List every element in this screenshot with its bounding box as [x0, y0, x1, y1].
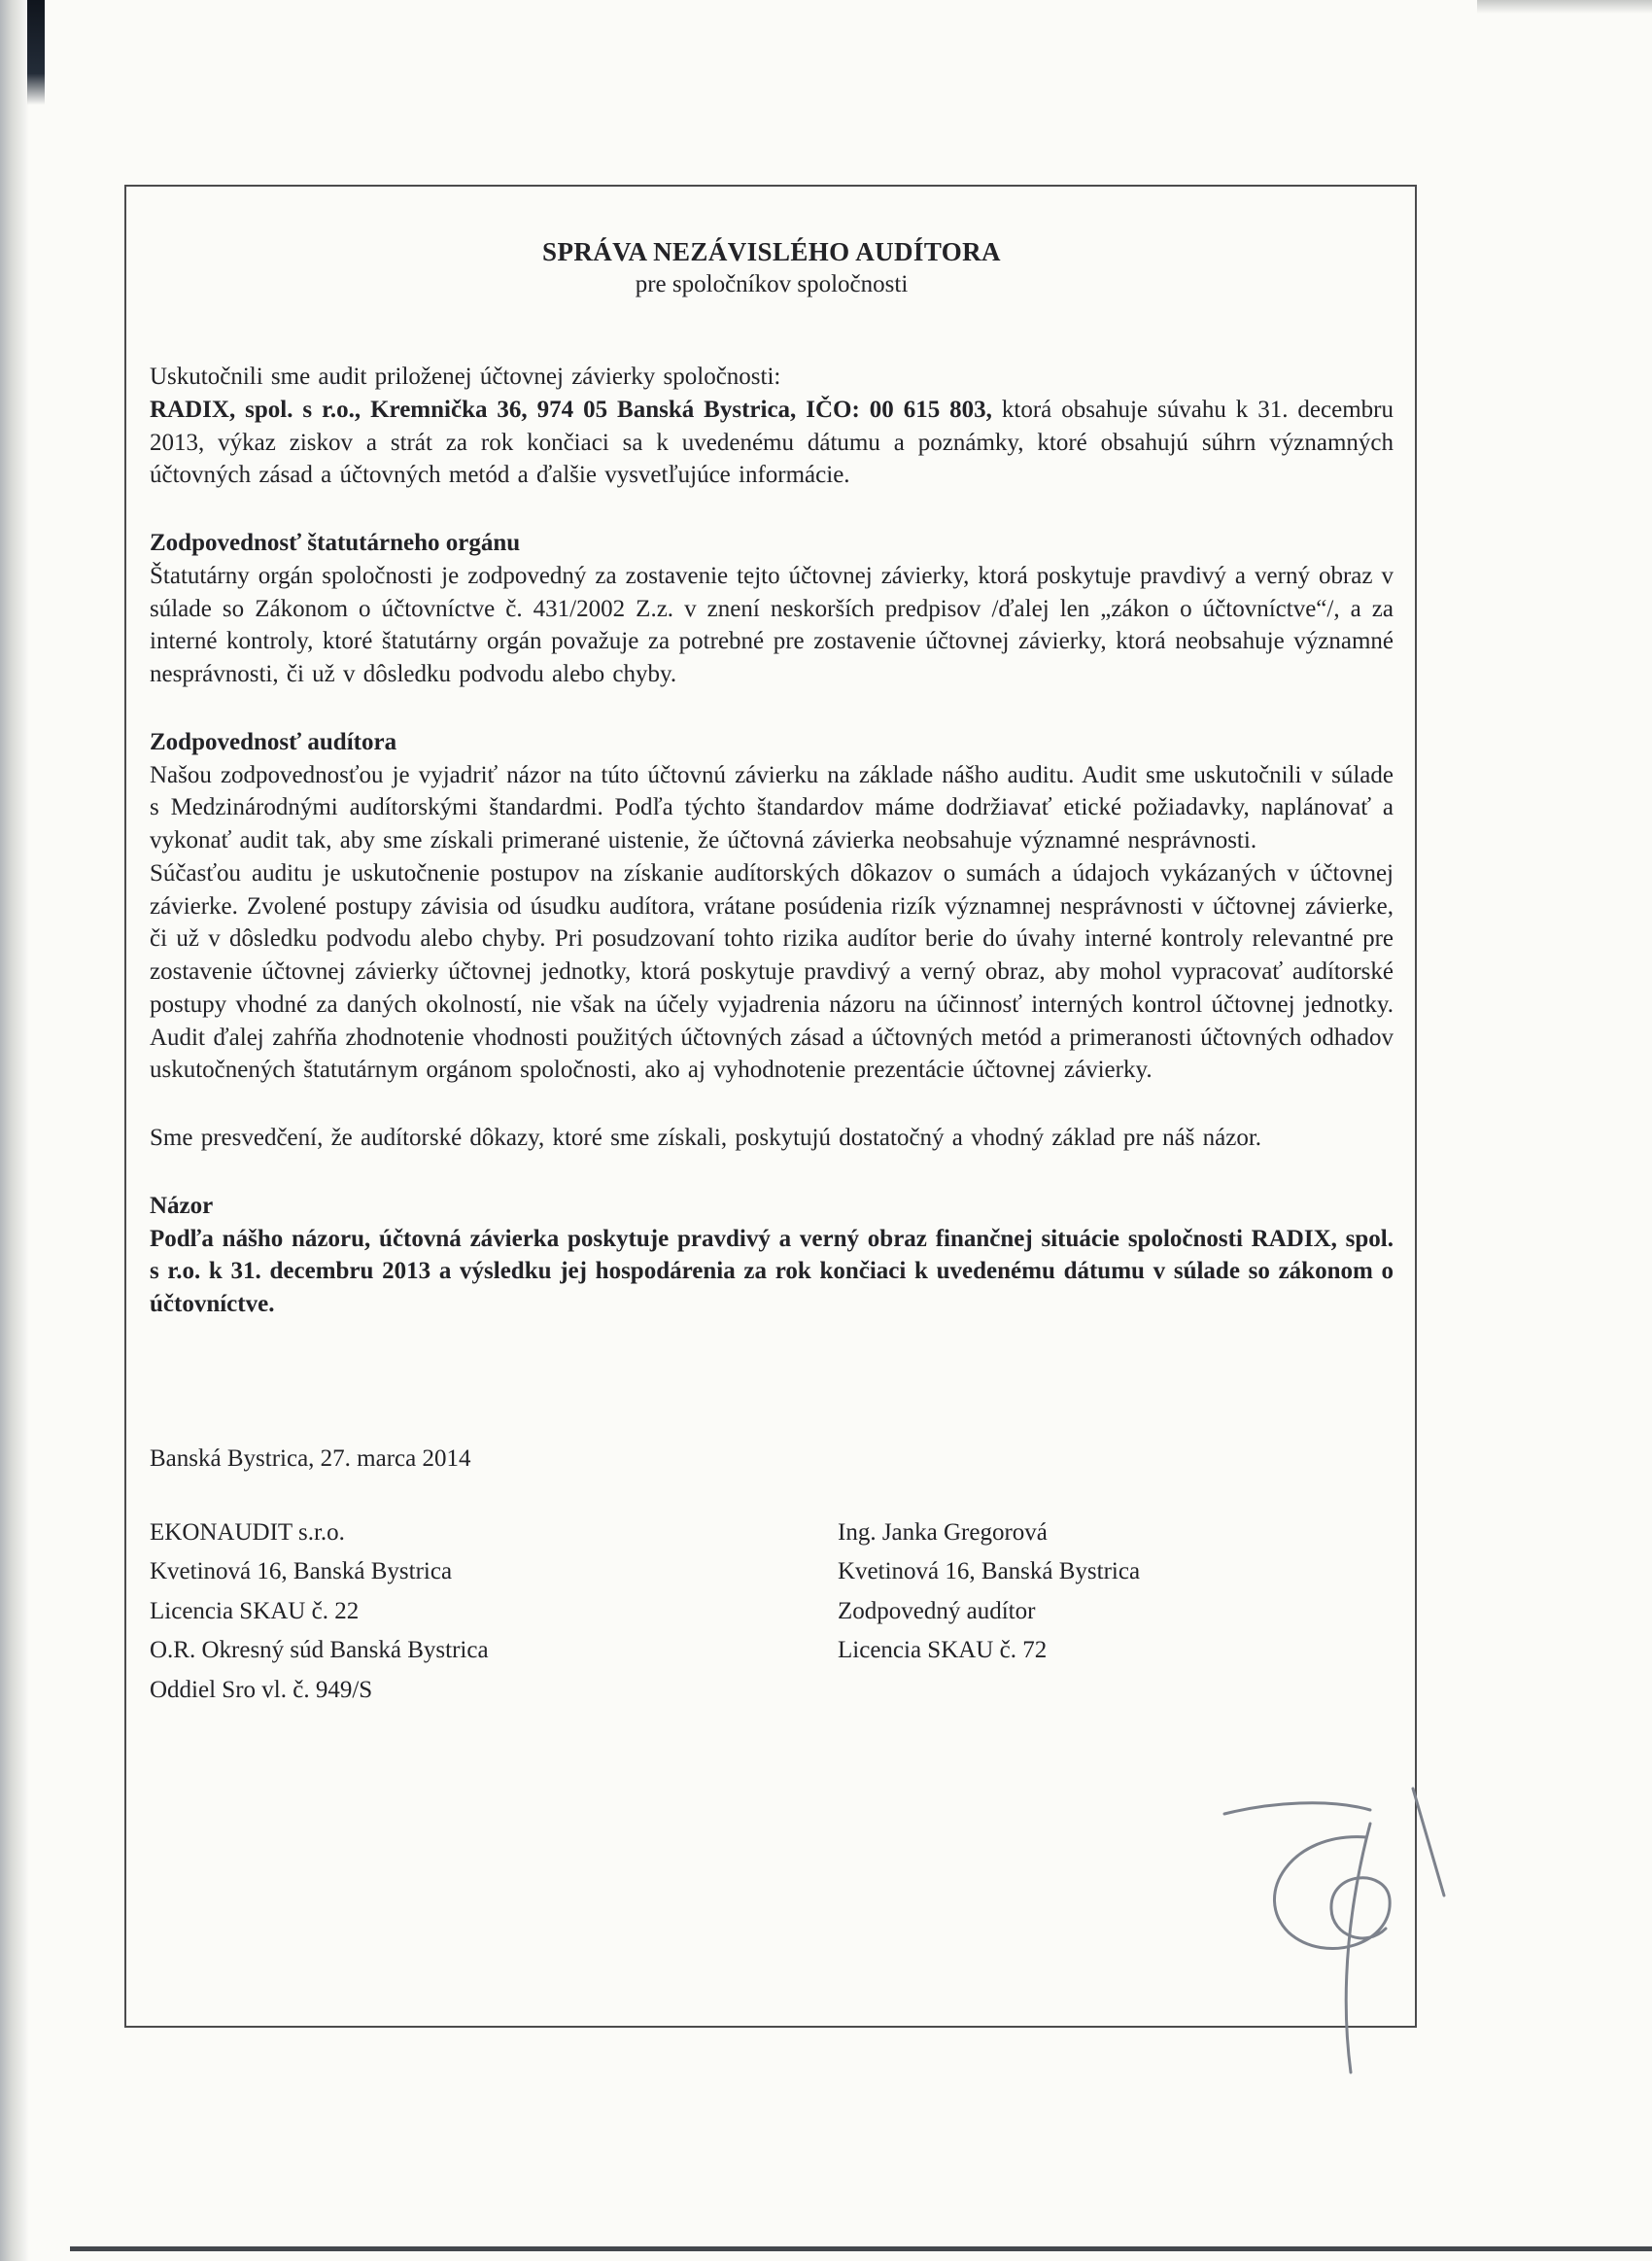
scan-edge-left — [0, 0, 29, 2261]
auditor-section-para3: Sme presvedčení, že audítorské dôkazy, ktoré sme získali, poskytujú dostatočný a vhodný základ pre náš názor. — [150, 1125, 1262, 1151]
intro-rest: ktorá obsahuje súvahu k 31. decembru 2013, výkaz ziskov a strát za rok končiaci sa k uvedenému dátumu a poznámky, ktoré obsahujú súhrn významných účtovných zásad a účtovných metód a ďalšie vysvetľujúce informácie. — [150, 396, 1394, 489]
firm-address: Kvetinová 16, Banská Bystrica — [150, 1558, 453, 1585]
signature-block — [150, 1513, 1394, 1711]
statutory-section-body: Štatutárny orgán spoločnosti je zodpovedný za zostavenie tejto účtovnej závierky, ktorá poskytuje pravdivý a verný obraz v súlade so Zákonom o účtovníctve č. 431/2002 Z.z. v znení neskorších predpisov /ďalej len „zákon o účtovníctve“/, a za interné kontroly, ktoré štatutárny orgán považuje za potrebné pre zostavenie účtovnej závierky, ktorá neobsahuje významné nesprávnosti, či už v dôsledku podvodu alebo chyby. — [150, 562, 1394, 687]
spacer — [150, 691, 1394, 726]
firm-name: EKONAUDIT s.r.o. — [150, 1518, 345, 1546]
audit-firm-details — [150, 1513, 838, 1711]
auditor-name: Ing. Janka Gregorová — [838, 1518, 1048, 1546]
auditor-section-para2: Súčasťou auditu je uskutočnenie postupov na získanie audítorských dôkazov o sumách a údajoch vykázaných v účtovnej závierke. Zvolené postupy závisia od úsudku audítora, vrátane posúdenia rizík významnej nesprávnosti v účtovnej závierke, či už v dôsledku podvodu alebo chyby. Pri posudzovaní tohto rizika audítor berie do úvahy interné kontroly relevantné pre zostavenie účtovnej závierky účtovnej jednotky, ktorá poskytuje pravdivý a verný obraz, aby mohol vypracovať audítorské postupy vhodné za daných okolností, nie však na účely vyjadrenia názoru na účinnosť interných kontrol účtovnej jednotky. Audit ďalej zahŕňa zhodnotenie vhodnosti použitých účtovných zásad a účtovných metód a primeranosti účtovných odhadov uskutočnených štatutárnym orgánom spoločnosti, ako aj vyhodnotenie prezentácie účtovnej závierky. — [150, 859, 1394, 1084]
spacer — [150, 1087, 1394, 1122]
auditor-address: Kvetinová 16, Banská Bystrica — [838, 1558, 1141, 1585]
scan-binder-mark — [27, 0, 45, 105]
company-identification: RADIX, spol. s r.o., Kremnička 36, 974 05 Banská Bystrica, IČO: 00 615 803, — [150, 396, 992, 423]
auditor-details — [838, 1513, 1394, 1711]
opinion-section-heading: Názor — [150, 1192, 214, 1219]
statutory-section-heading: Zodpovednosť štatutárneho orgánu — [150, 530, 521, 556]
intro-line: Uskutočnili sme audit priloženej účtovnej závierky spoločnosti: — [150, 364, 781, 390]
scan-edge-top-right — [1477, 0, 1652, 14]
spacer — [150, 1321, 1394, 1445]
spacer — [150, 492, 1394, 527]
auditor-section-heading: Zodpovednosť audítora — [150, 728, 397, 755]
auditor-role: Zodpovedný audítor — [838, 1597, 1036, 1624]
place-and-date: Banská Bystrica, 27. marca 2014 — [150, 1444, 471, 1472]
firm-registry-section: Oddiel Sro vl. č. 949/S — [150, 1676, 373, 1703]
intro-paragraph — [150, 361, 1394, 492]
auditor-licence: Licencia SKAU č. 72 — [838, 1637, 1048, 1664]
opinion-section-body: Podľa nášho názoru, účtovná závierka poskytuje pravdivý a verný obraz finančnej situácie spoločnosti RADIX, spol. s r.o. k 31. decembru 2013 a výsledku jej hospodárenia za rok končiaci k uvedenému dátumu v súlade so zákonom o účtovníctve. — [150, 1225, 1394, 1317]
spacer — [150, 1155, 1394, 1190]
auditor-section-para1: Našou zodpovednosťou je vyjadriť názor na túto účtovnú závierku na základe nášho auditu. Audit sme uskutočnili v súlade s Medzinárodnými audítorskými štandardmi. Podľa týchto štandardov máme dodržiavať etické požiadavky, naplánovať a vykonať audit tak, aby sme získali primerané uistenie, že účtovná závierka neobsahuje významné nesprávnosti. — [150, 761, 1394, 853]
firm-licence: Licencia SKAU č. 22 — [150, 1597, 360, 1624]
page-subtitle: pre spoločníkov spoločnosti — [635, 271, 909, 297]
page-title: SPRÁVA NEZÁVISLÉHO AUDÍTORA — [542, 237, 1001, 266]
firm-registry-court: O.R. Okresný súd Banská Bystrica — [150, 1637, 489, 1664]
scan-edge-bottom — [70, 2246, 1652, 2251]
report-frame — [124, 185, 1417, 2028]
